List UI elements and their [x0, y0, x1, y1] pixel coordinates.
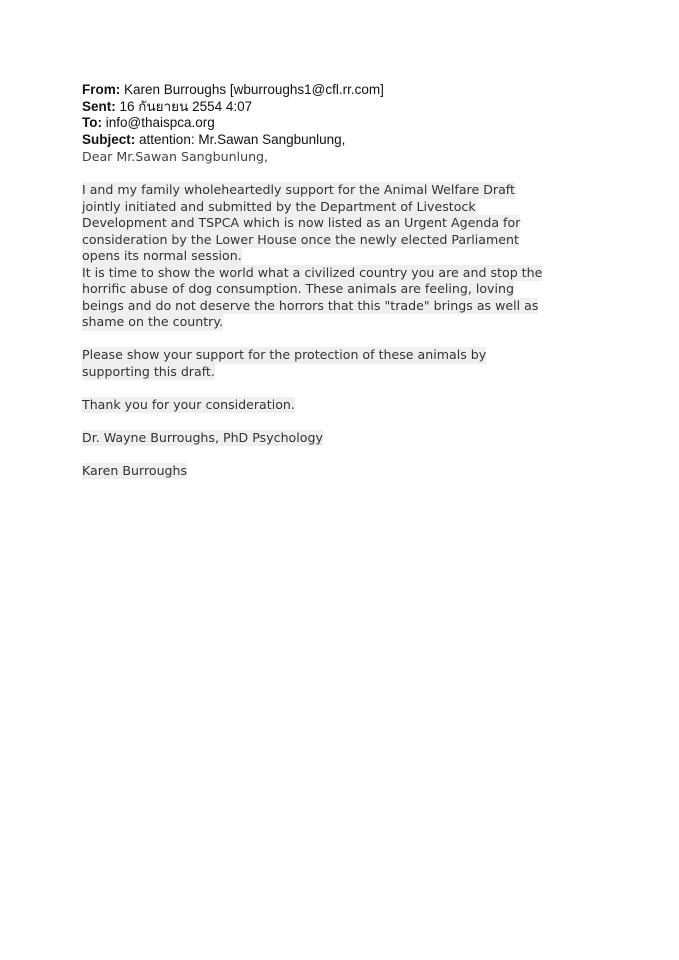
signature-wayne — [82, 430, 602, 447]
subject-value: attention: Mr.Sawan Sangbunlung, — [139, 131, 346, 147]
to-row — [82, 115, 622, 132]
body-line: Please show your support for the protection of these animals by — [82, 347, 487, 362]
paragraph-thanks — [82, 397, 602, 414]
sent-label: Sent: — [82, 98, 116, 114]
email-body — [82, 149, 602, 496]
from-row — [82, 82, 622, 99]
signature-line: Karen Burroughs — [82, 462, 188, 478]
subject-label: Subject: — [82, 131, 136, 147]
body-line: jointly initiated and submitted by the Department of Livestock — [82, 198, 476, 214]
body-line: opens its normal session. — [82, 248, 242, 263]
body-line: horrific abuse of dog consumption. These animals are feeling, loving — [82, 281, 514, 296]
body-line: shame on the country. — [82, 314, 224, 329]
to-value: info@thaispca.org — [105, 115, 215, 130]
email-header — [82, 82, 622, 148]
sent-value: 16 กันยายน 2554 4:07 — [119, 98, 253, 114]
paragraph-support — [82, 182, 602, 331]
body-line: Thank you for your consideration. — [82, 396, 295, 412]
subject-row — [82, 132, 622, 149]
signature-karen — [82, 463, 602, 480]
from-value: Karen Burroughs [wburroughs1@cfl.rr.com] — [124, 82, 384, 97]
greeting: Dear Mr.Sawan Sangbunlung, — [82, 149, 269, 164]
to-label: To: — [82, 115, 102, 130]
signature-line: Dr. Wayne Burroughs, PhD Psychology — [82, 429, 323, 445]
body-line: Development and TSPCA which is now listed as an Urgent Agenda for — [82, 215, 521, 230]
body-line: I and my family wholeheartedly support for the Animal Welfare Draft — [82, 182, 515, 197]
body-line: It is time to show the world what a civilized country you are and stop the — [82, 264, 543, 280]
body-line: supporting this draft. — [82, 363, 215, 379]
paragraph-request — [82, 347, 602, 380]
body-line: beings and do not deserve the horrors that this "trade" brings as well as — [82, 297, 539, 313]
body-line: consideration by the Lower House once the newly elected Parliament — [82, 231, 519, 247]
sent-row — [82, 99, 622, 116]
from-label: From: — [82, 82, 121, 97]
